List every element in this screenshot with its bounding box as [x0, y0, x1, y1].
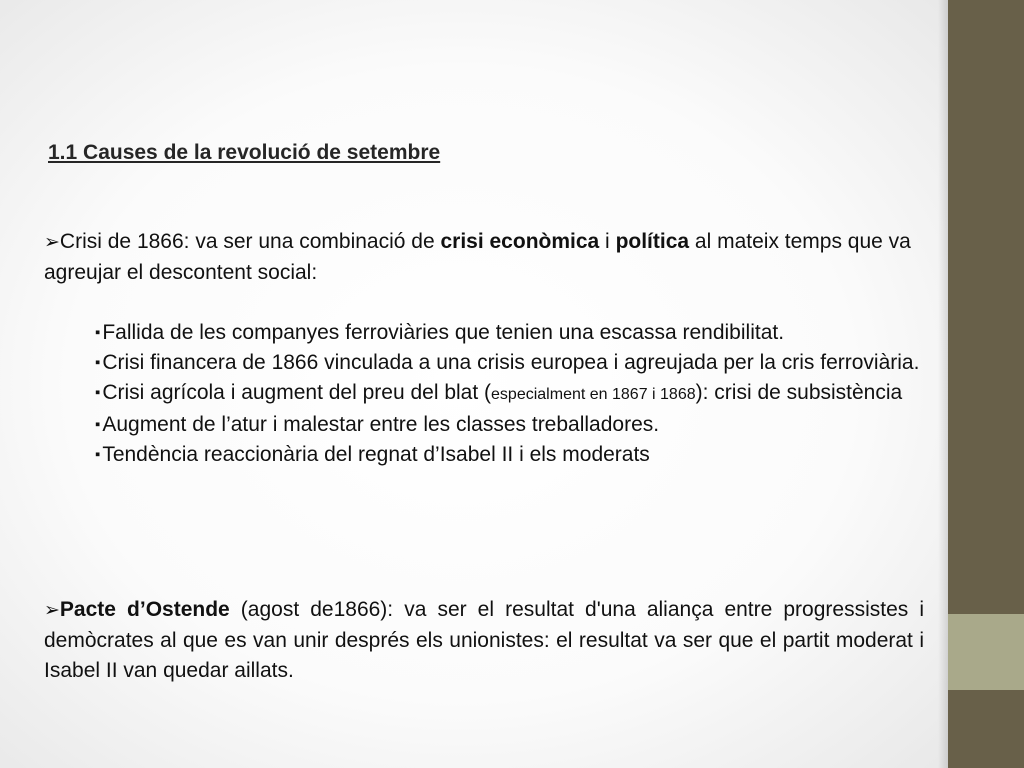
- sub-bullet-text: ): crisi de subsistència: [695, 381, 903, 404]
- sub-bullet-item: [95, 378, 920, 410]
- square-bullet-icon: ▪: [95, 324, 101, 341]
- bullet-text: i: [599, 230, 616, 253]
- sub-bullet-text: Tendència reaccionària del regnat d’Isabel II i els moderats: [102, 443, 650, 466]
- sub-bullet-text: Crisi financera de 1866 vinculada a una crisis europea i agreujada per la cris ferroviària.: [102, 351, 920, 374]
- square-bullet-icon: ▪: [95, 354, 101, 371]
- square-bullet-icon: ▪: [95, 446, 101, 463]
- sub-bullet-text: Augment de l’atur i malestar entre les classes treballadores.: [102, 413, 660, 436]
- sub-bullet-list: [95, 318, 920, 470]
- sub-bullet-item: [95, 318, 920, 348]
- sidebar-accent-block: [948, 614, 1024, 690]
- bullet-pacte-ostende: [44, 595, 924, 686]
- bold-term: Pacte d’Ostende: [59, 598, 230, 621]
- bullet-text: Crisi de 1866: va ser una combinació de: [59, 230, 441, 253]
- square-bullet-icon: ▪: [95, 384, 101, 401]
- arrow-bullet-icon: ➢: [44, 600, 60, 621]
- sub-bullet-text: Fallida de les companyes ferroviàries que tenien una escassa rendibilitat.: [102, 321, 785, 344]
- sub-bullet-item: [95, 410, 920, 440]
- bold-term: política: [615, 230, 690, 253]
- sub-bullet-text: Crisi agrícola i augment del preu del blat (: [102, 381, 492, 404]
- slide-title: 1.1 Causes de la revolució de setembre: [48, 141, 441, 164]
- sub-bullet-item: [95, 440, 920, 470]
- square-bullet-icon: ▪: [95, 416, 101, 433]
- bold-term: crisi econòmica: [440, 230, 600, 253]
- sidebar-shadow: [938, 0, 948, 768]
- bullet-crisi-1866: [44, 227, 924, 288]
- bullet-text: al mateix temps que va agreujar el descontent social:: [44, 230, 911, 284]
- arrow-bullet-icon: ➢: [44, 232, 60, 253]
- bullet-text: (agost de1866): va ser el resultat d'una aliança entre progressistes i demòcrates al que es van unir després els unionistes: el resultat va ser que el partit moderat i Isabel II van quedar aillats.: [44, 598, 924, 682]
- sub-bullet-item: [95, 348, 920, 378]
- sub-bullet-small-text: especialment en 1867 i 1868: [491, 386, 696, 403]
